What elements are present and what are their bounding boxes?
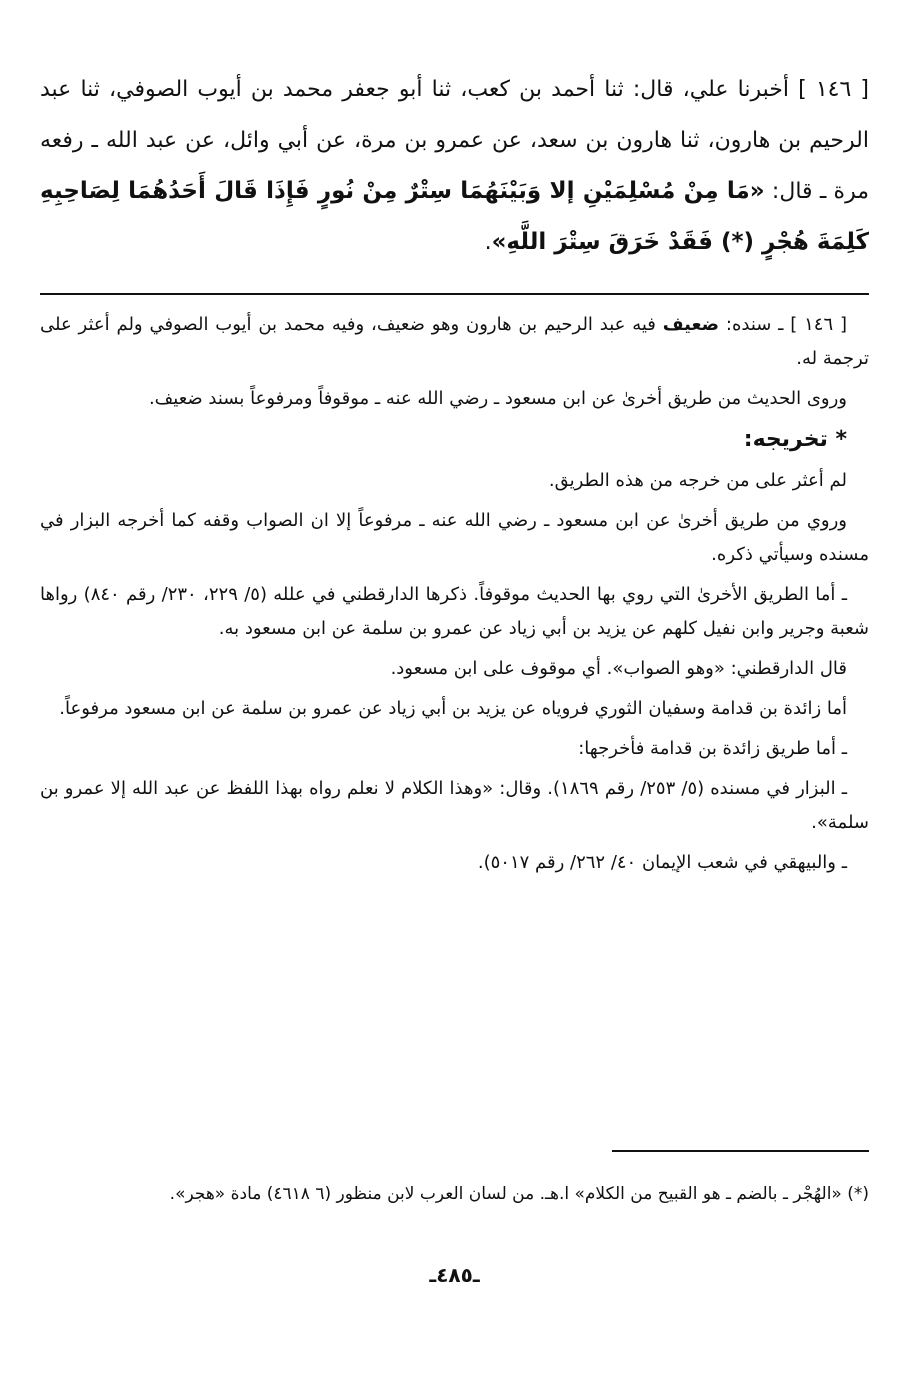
commentary-paragraph-9: ـ البزار في مسنده (٥/ ٢٥٣/ رقم ١٨٦٩). وقال: «وهذا الكلام لا نعلم رواه بهذا اللفظ عن عبد الله إلا عمرو بن سلمة». xyxy=(40,778,869,833)
hadith-matn: «مَا مِنْ مُسْلِمَيْنِ إلا وَبَيْنَهُمَا سِتْرٌ مِنْ نُورٍ فَإِذَا قَالَ أَحَدُهُمَا لِصَاحِبِهِ كَلِمَةَ هُجْرٍ (*) فَقَدْ خَرَقَ سِتْرَ اللَّهِ» xyxy=(40,178,869,255)
footnote xyxy=(40,1176,869,1212)
commentary-paragraph-7: أما زائدة بن قدامة وسفيان الثوري فروياه عن يزيد بن أبي زياد عن عمرو بن سلمة عن ابن مسعود مرفوعاً. xyxy=(59,698,847,719)
hadith-paragraph xyxy=(40,64,869,268)
takhrij-heading: * تخريجه: xyxy=(743,427,847,452)
main-hadith-text xyxy=(40,64,869,268)
hadith-end: . xyxy=(484,230,492,255)
footnote-text: (*) «الهُجْر ـ بالضم ـ هو القبيح من الكلام» ا.هـ. من لسان العرب لابن منظور (٦ ٤٦١٨) مادة «هجر». xyxy=(169,1184,869,1204)
commentary-paragraph-10: ـ والبيهقي في شعب الإيمان ٤٠/ ٢٦٢/ رقم ٥٠١٧). xyxy=(477,852,847,873)
commentary-paragraph-3: لم أعثر على من خرجه من هذه الطريق. xyxy=(548,470,847,491)
commentary-paragraph-8: ـ أما طريق زائدة بن قدامة فأخرجها: xyxy=(578,738,847,759)
sanad-prefix: [ ١٤٦ ] ـ سنده: xyxy=(719,314,847,335)
commentary-paragraph-2: وروى الحديث من طريق أخرىٰ عن ابن مسعود ـ رضي الله عنه ـ موقوفاً ومرفوعاً بسند ضعيف. xyxy=(148,388,847,409)
sanad-details: فيه عبد الرحيم بن هارون وهو ضعيف، وفيه محمد بن أيوب الصوفي ولم أعثر على ترجمة له. xyxy=(40,314,869,369)
commentary-paragraph-4: وروي من طريق أخرىٰ عن ابن مسعود ـ رضي الله عنه ـ مرفوعاً إلا ان الصواب وقفه كما أخرجه البزار في مسنده وسيأتي ذكره. xyxy=(40,510,869,565)
sanad-paragraph xyxy=(40,308,869,376)
commentary-paragraph-6: قال الدارقطني: «وهو الصواب». أي موقوف على ابن مسعود. xyxy=(390,658,847,679)
main-separator-rule xyxy=(40,293,869,295)
commentary-paragraph-5: ـ أما الطريق الأخرىٰ التي روي بها الحديث موقوفاً. ذكرها الدارقطني في علله (٥/ ٢٢٩، ٢٣٠/ رقم ٨٤٠) رواها شعبة وجرير وابن نفيل كلهم عن يزيد بن أبي زياد عن عمرو بن سلمة عن ابن مسعود به. xyxy=(40,584,869,639)
commentary-section xyxy=(40,308,869,886)
hadith-isnad: [ ١٤٦ ] أخبرنا علي، قال: ثنا أحمد بن كعب، ثنا أبو جعفر محمد بن أيوب الصوفي، ثنا عبد الرحيم بن هارون، ثنا هارون بن سعد، عن عمرو بن مرة، عن أبي وائل، عن عبد الله ـ رفعه مرة ـ قال: xyxy=(40,77,870,204)
page-number: ـ٤٨٥ـ xyxy=(429,1263,480,1287)
sanad-verdict: ضعيف xyxy=(662,314,720,335)
footnote-separator-rule xyxy=(612,1150,869,1152)
